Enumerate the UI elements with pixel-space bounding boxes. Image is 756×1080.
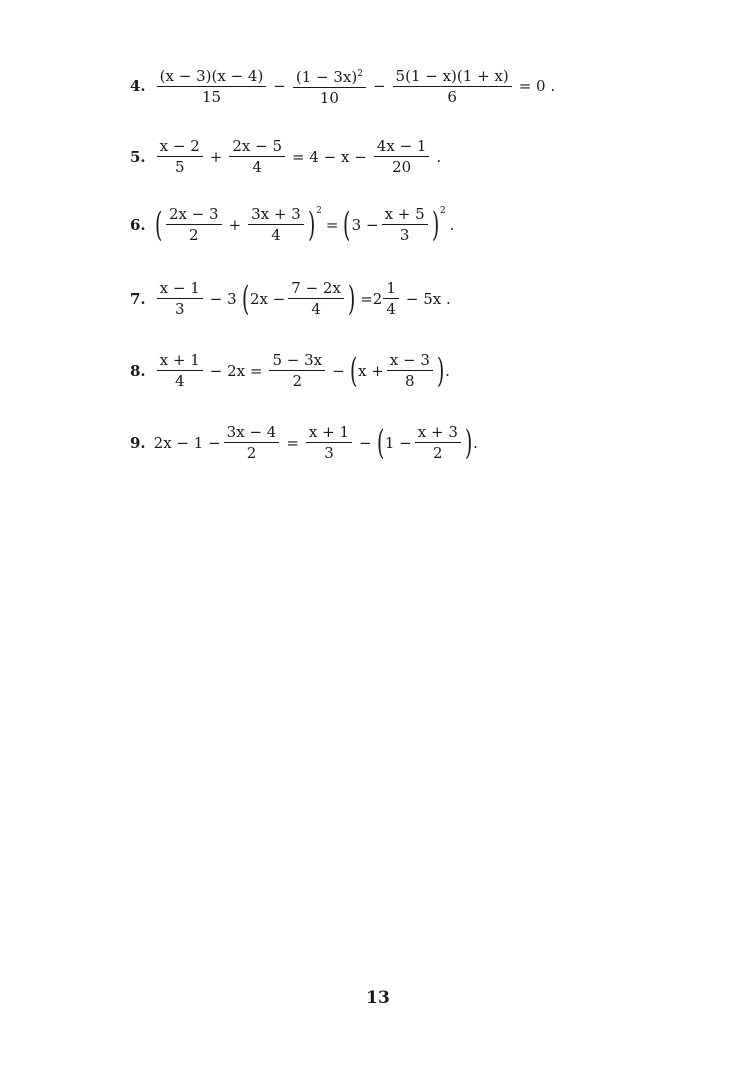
numerator-base: (1 − 3x): [295, 68, 358, 86]
exponent: 2: [439, 206, 446, 216]
exercise-number: 7.: [130, 289, 146, 308]
fraction: [248, 204, 304, 245]
denominator: 20: [392, 158, 412, 176]
equals-sign: =: [286, 433, 299, 452]
numerator: [293, 64, 366, 88]
exercise-number: 4.: [130, 77, 146, 95]
denominator: 15: [201, 87, 222, 106]
numerator: 3x − 4: [224, 422, 280, 443]
expression-middle: = 4 − x −: [292, 147, 367, 166]
fraction: [229, 136, 285, 177]
fraction: [293, 64, 366, 108]
numerator: 5(1 − x)(1 + x): [393, 66, 512, 87]
denominator: 2: [246, 444, 257, 462]
equation-tail: .: [445, 361, 450, 380]
fraction: [224, 422, 280, 463]
denominator: 2: [433, 444, 443, 462]
denominator: 3: [399, 226, 410, 244]
equation-tail: = 0 .: [518, 77, 556, 95]
numerator: x + 1: [157, 350, 203, 371]
numerator: 5 − 3x: [269, 350, 325, 371]
exercise-4: [130, 64, 559, 108]
exercise-number: 6.: [130, 215, 146, 234]
operator: +: [209, 147, 223, 166]
operator: +: [228, 215, 242, 234]
numerator: 7 − 2x: [288, 278, 344, 299]
denominator: 2: [188, 226, 199, 244]
numerator: 4x − 1: [374, 136, 430, 157]
left-paren-icon: (: [343, 204, 351, 245]
denominator: 3: [174, 300, 185, 318]
numerator: x − 1: [157, 278, 203, 299]
expression-inner: x +: [357, 361, 384, 380]
right-paren-icon: ): [307, 204, 316, 245]
denominator: 4: [174, 372, 185, 390]
fraction: [157, 278, 203, 319]
denominator: 2: [292, 372, 303, 390]
numerator: x − 3: [387, 350, 433, 371]
numerator: 2x − 3: [166, 204, 222, 225]
operator: −: [359, 433, 372, 452]
denominator: 10: [319, 89, 339, 107]
fraction: [288, 278, 344, 319]
operator: −: [273, 77, 286, 95]
left-paren-icon: (: [349, 350, 357, 391]
numerator: 3x + 3: [248, 204, 304, 225]
operator: −: [332, 361, 345, 380]
equation-tail: .: [436, 147, 442, 166]
exercise-number: 8.: [130, 361, 146, 380]
equation-tail: .: [449, 215, 455, 234]
equals-sign: =: [325, 215, 339, 234]
equation-tail: .: [473, 433, 478, 452]
exponent: 2: [316, 206, 322, 216]
fraction: [374, 136, 430, 177]
denominator: 4: [271, 226, 281, 244]
fraction: [415, 422, 461, 463]
expression-middle: − 3: [209, 289, 237, 308]
expression-middle: 3 −: [351, 215, 379, 234]
expression-lead: 2x − 1 −: [153, 433, 221, 452]
numerator: 1: [383, 278, 399, 299]
fraction: [387, 350, 433, 391]
expression-inner: 2x −: [249, 289, 286, 308]
fraction: [157, 350, 203, 391]
exercise-number: 9.: [130, 433, 146, 452]
numerator: x + 5: [382, 204, 428, 225]
exercise-number: 5.: [130, 147, 146, 166]
operator: −: [372, 77, 386, 95]
page-number: 13: [366, 988, 390, 1008]
exercise-8: [130, 350, 450, 391]
fraction: [269, 350, 325, 391]
exercise-5: [130, 136, 445, 177]
expression-inner: 1 −: [384, 433, 412, 452]
denominator: 4: [386, 300, 396, 318]
equals-mixed-whole: =2: [360, 289, 383, 308]
fraction: [382, 204, 428, 245]
right-paren-icon: ): [347, 278, 356, 319]
denominator: 3: [324, 444, 334, 462]
exercise-9: [130, 422, 478, 463]
left-paren-icon: (: [241, 278, 249, 319]
left-paren-icon: (: [154, 204, 162, 245]
numerator: x − 2: [157, 136, 203, 157]
numerator: 2x − 5: [229, 136, 285, 157]
fraction: [306, 422, 352, 463]
exercise-6: [130, 204, 458, 245]
denominator: 8: [405, 372, 415, 390]
right-paren-icon: ): [431, 204, 439, 245]
equation-tail: − 5x .: [405, 289, 451, 308]
fraction: [383, 278, 399, 319]
fraction: [157, 136, 203, 177]
left-paren-icon: (: [376, 422, 384, 463]
denominator: 6: [447, 87, 457, 106]
fraction: [157, 66, 267, 107]
fraction: [166, 204, 222, 245]
exponent: 2: [357, 69, 363, 79]
right-paren-icon: ): [464, 422, 473, 463]
right-paren-icon: ): [436, 350, 445, 391]
fraction: [393, 66, 512, 107]
exercise-7: [130, 278, 455, 319]
denominator: 5: [174, 158, 185, 176]
denominator: 4: [252, 158, 262, 176]
numerator: x + 3: [415, 422, 461, 443]
denominator: 4: [311, 300, 321, 318]
numerator: x + 1: [306, 422, 352, 443]
numerator: (x − 3)(x − 4): [157, 66, 267, 87]
expression-middle: − 2x =: [209, 361, 263, 380]
